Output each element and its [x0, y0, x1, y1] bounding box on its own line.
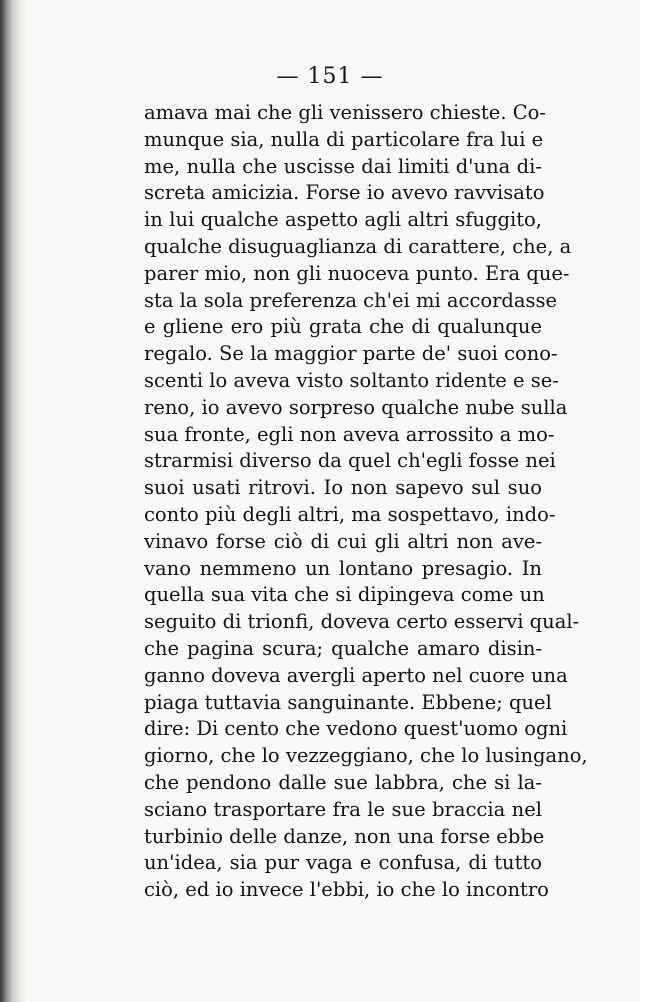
- text-line: giorno, che lo vezzeggiano, che lo lusingano,: [144, 744, 588, 768]
- text-line: quella sua vita che si dipingeva come un: [144, 583, 545, 607]
- text-line: sciano trasportare fra le sue braccia nel: [144, 797, 542, 821]
- text-line: vinavo forse ciò di cui gli altri non ave-: [144, 529, 542, 553]
- text-line: e gliene ero più grata che di qualunque: [144, 315, 542, 339]
- text-line: regalo. Se la maggior parte de' suoi cono-: [144, 342, 558, 366]
- text-line: scenti lo aveva visto soltanto ridente e se-: [144, 368, 559, 392]
- text-line: ganno doveva avergli aperto nel cuore una: [144, 663, 568, 687]
- text-line: strarmisi diverso da quel ch'egli fosse nei: [144, 449, 556, 473]
- text-line: suoi usati ritrovi. Io non sapevo sul suo: [144, 476, 542, 500]
- text-line: ciò, ed io invece l'ebbi, io che lo incontro: [144, 878, 549, 902]
- text-line: qualche disuguaglianza di carattere, che, a: [144, 234, 572, 258]
- text-line: sua fronte, egli non aveva arrossito a mo-: [144, 422, 555, 446]
- text-line: dire: Di cento che vedono quest'uomo ogni: [144, 717, 568, 741]
- body-text: [144, 100, 588, 904]
- text-line: screta amicizia. Forse io avevo ravvisato: [144, 181, 545, 205]
- text-line: che pendono dalle sue labbra, che si la-: [144, 770, 542, 794]
- text-line: sta la sola preferenza ch'ei mi accordasse: [144, 288, 558, 312]
- text-line: un'idea, sia pur vaga e confusa, di tutto: [144, 851, 542, 875]
- page-number: — 151 —: [276, 64, 384, 89]
- text-line: reno, io avevo sorpreso qualche nube sulla: [144, 395, 568, 419]
- text-line: amava mai che gli venissero chieste. Co-: [144, 101, 546, 124]
- text-line: me, nulla che uscisse dai limiti d'una di-: [144, 154, 542, 178]
- text-line: munque sia, nulla di particolare fra lui e: [144, 127, 544, 151]
- page-spine-shadow: [0, 0, 28, 1002]
- text-line: turbinio delle danze, non una forse ebbe: [144, 824, 545, 848]
- text-line: piaga tuttavia sanguinante. Ebbene; quel: [144, 690, 552, 714]
- text-line: conto più degli altri, ma sospettavo, indo-: [144, 502, 556, 526]
- text-line: vano nemmeno un lontano presagio. In: [144, 556, 542, 580]
- text-line: in lui qualche aspetto agli altri sfuggito,: [144, 208, 542, 232]
- text-line: parer mio, non gli nuoceva punto. Era que-: [144, 261, 570, 285]
- text-line: che pagina scura; qualche amaro disin-: [144, 636, 542, 660]
- text-line: seguito di trionfi, doveva certo esservi qual-: [144, 610, 580, 634]
